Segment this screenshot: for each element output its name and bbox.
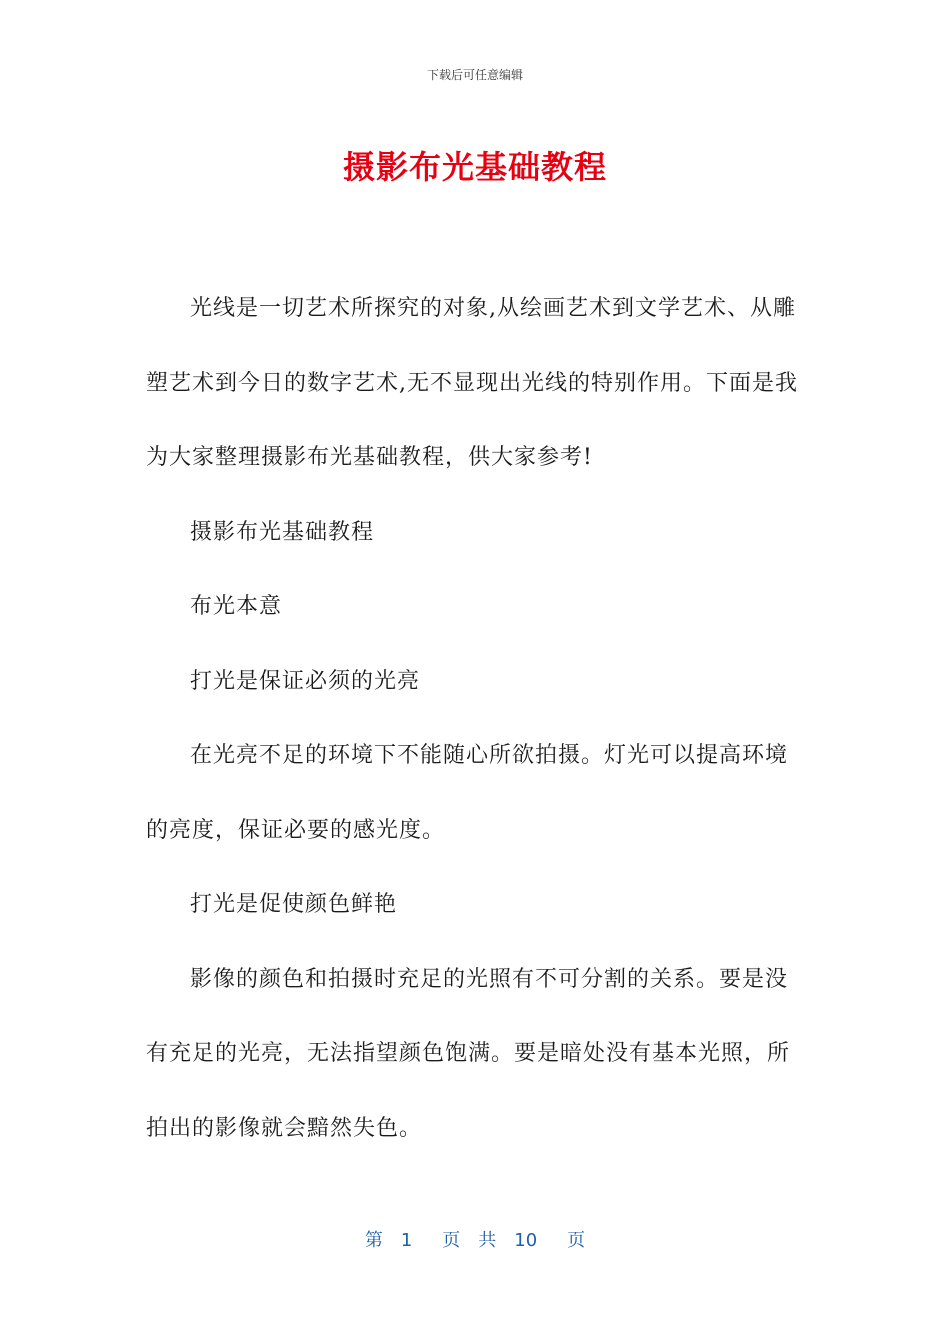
footer-suffix: 页	[567, 1230, 586, 1251]
paragraph-intro: 光线是一切艺术所探究的对象,从绘画艺术到文学艺术、从雕塑艺术到今日的数字艺术,无不显现出光线的特别作用。下面是我为大家整理摄影布光基础教程，供大家参考!	[146, 296, 798, 470]
header-note: 下载后可任意编辑	[426, 68, 523, 82]
footer-total-label: 共	[478, 1230, 497, 1251]
footer-prefix: 第	[364, 1230, 383, 1251]
document-body	[146, 272, 806, 1166]
footer-current-page: 1	[400, 1230, 413, 1251]
paragraph-color: 影像的颜色和拍摄时充足的光照有不可分割的关系。要是没有充足的光亮，无法指望颜色饱满。要是暗处没有基本光照，所拍出的影像就会黯然失色。	[146, 966, 791, 1141]
paragraph-subheading-color: 打光是促使颜色鲜艳	[190, 892, 398, 917]
paragraph-subheading-brightness: 打光是保证必须的光亮	[190, 668, 421, 694]
paragraph-heading: 摄影布光基础教程	[190, 519, 375, 545]
footer-total-pages: 10	[514, 1230, 538, 1251]
paragraph-brightness: 在光亮不足的环境下不能随心所欲拍摄。灯光可以提高环境的亮度，保证必要的感光度。	[146, 743, 789, 843]
document-title: 摄影布光基础教程	[342, 148, 607, 186]
page-footer	[0, 1226, 950, 1252]
paragraph-section-title: 布光本意	[190, 594, 283, 619]
footer-page-label: 页	[442, 1230, 461, 1251]
